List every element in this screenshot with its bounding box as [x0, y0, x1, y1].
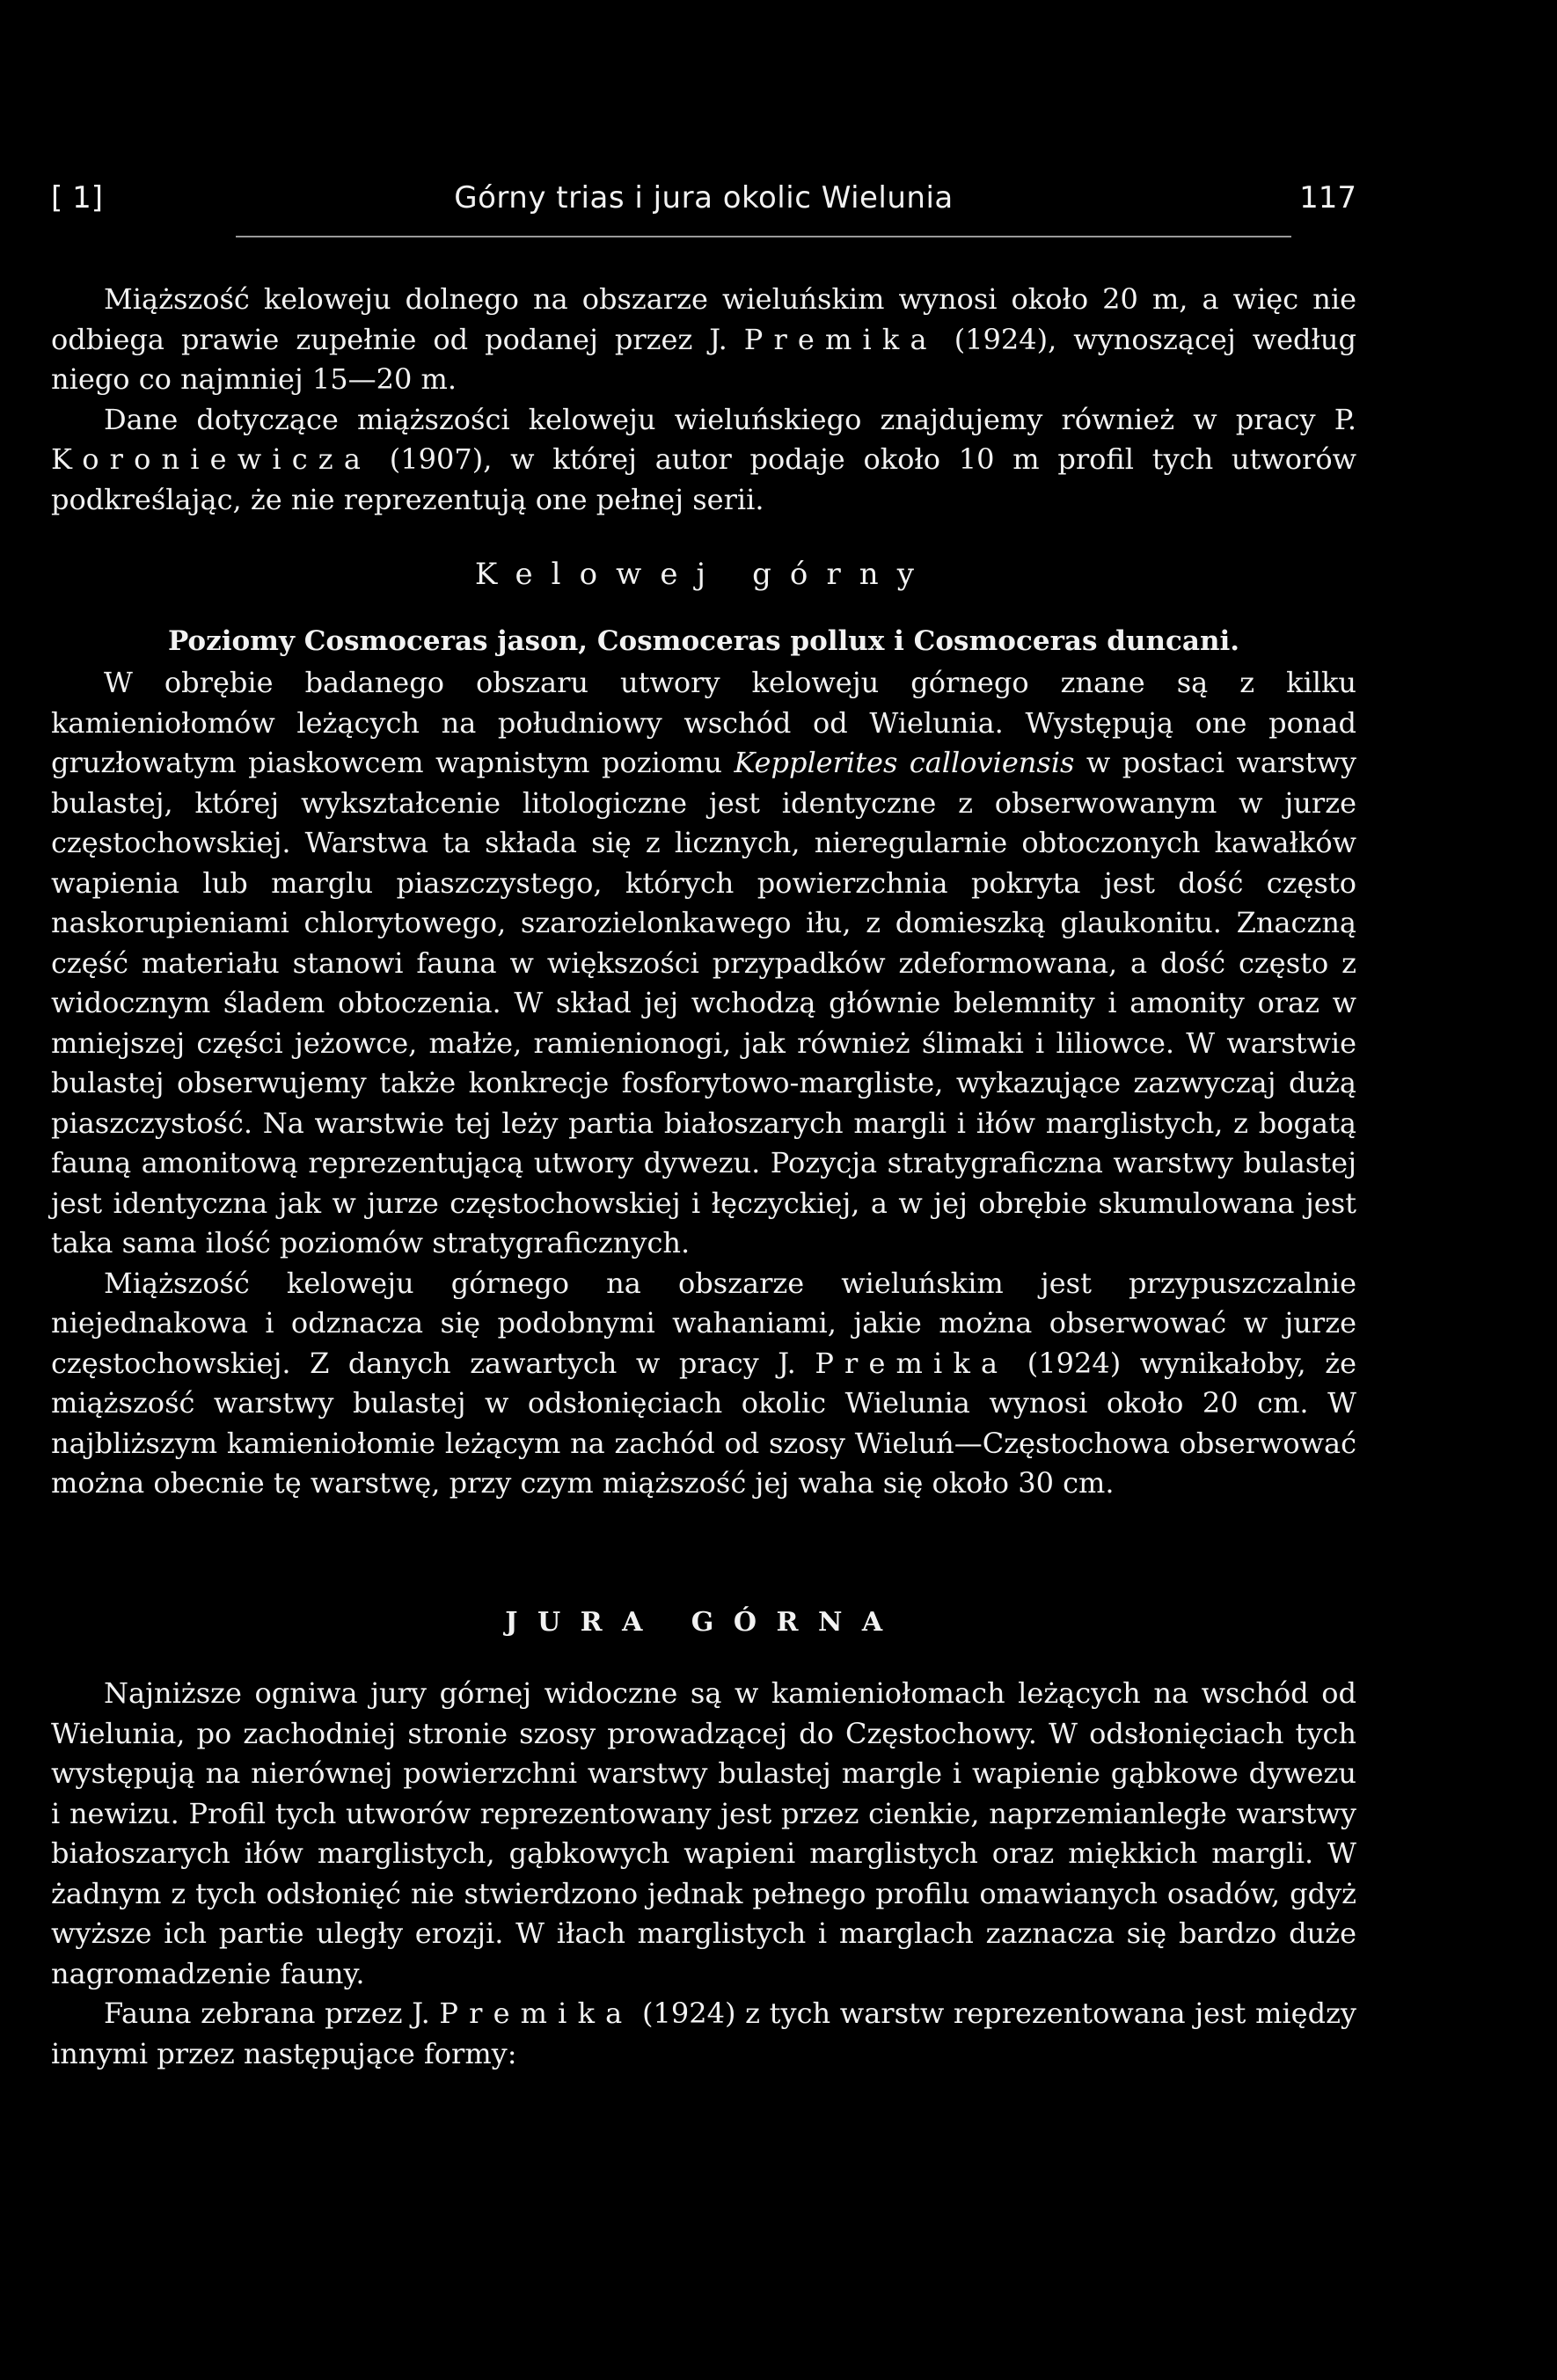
author-name: Koroniewicza: [51, 442, 372, 476]
body-text: [51, 280, 1356, 2074]
section-number: [ 1]: [51, 180, 103, 215]
paragraph-2: Dane dotyczące miąższości keloweju wieluńskiego znajdujemy również w pracy P. Koroniewicza (1907), w której autor podaje około 10 m profil tych utworów podkreślając, że nie reprezentują one pełnej serii.: [51, 402, 1356, 516]
paragraph-3: W obrębie badanego obszaru utwory keloweju górnego znane są z kilku kamieniołomów leżących na południowy wschód od Wielunia. Występują one ponad gruzłowatym piaskowcem wapnistym poziomu Kepplerites calloviensis w postaci warstwy bulastej, której wykształcenie litologiczne jest identyczne z obserwowanym w jurze częstochowskiej. Warstwa ta składa się z licznych, nieregularnie obtoczonych kawałków wapienia lub marglu piaszczystego, których powierzchnia pokryta jest dość często naskorupieniami chlorytowego, szarozielonkawego iłu, z domieszką glaukonitu. Znaczną część materiału stanowi fauna w większości przypadków zdeformowana, a dość często z widocznym śladem obtoczenia. W skład jej wchodzą głównie belemnity i amonity oraz w mniejszej części jeżowce, małże, ramienionogi, jak również ślimaki i liliowce. W warstwie bulastej obserwujemy także konkrecje fosforytowo-margliste, wykazujące zazwyczaj dużą piaszczystość. Na warstwie tej leży partia białoszarych margli i iłów marglistych, z bogatą fauną amonitową reprezentującą utwory dywezu. Pozycja stratygraficzna warstwy bulastej jest identyczna jak w jurze częstochowskiej i łęczyckiej, a w jej obrębie skumulowana jest taka sama ilość poziomów stratygraficznych.: [51, 666, 1357, 1259]
paragraph-1: Miąższość keloweju dolnego na obszarze wieluńskim wynosi około 20 m, a więc nie odbiega prawie zupełnie od podanej przez J. Premika (1924), wynoszącej według niego co najmniej 15—20 m.: [51, 282, 1357, 396]
author-name: Premika: [439, 1997, 633, 2030]
author-name: Premika: [815, 1346, 1009, 1380]
paragraph-6: Fauna zebrana przez J. Premika (1924) z tych warstw reprezentowana jest między innymi przez następujące formy:: [51, 1997, 1357, 2070]
running-header: [51, 180, 1356, 233]
section-heading-kelowej-gorny: Kelowej górny: [474, 557, 933, 592]
paragraph-4: Miąższość keloweju górnego na obszarze wieluńskim jest przypuszczalnie niejednakowa i odznacza się podobnymi wahaniami, jakie można obserwować w jurze częstochowskiej. Z danych zawartych w pracy J. Premika (1924) wynikałoby, że miąższość warstwy bulastej w odsłonięciach okolic Wielunia wynosi około 20 cm. W najbliższym kamieniołomie leżącym na zachód od szosy Wieluń—Częstochowa obserwować można obecnie tę warstwę, przy czym miąższość jej waha się około 30 cm.: [51, 1266, 1356, 1500]
subheading-poziomy: Poziomy Cosmoceras jason, Cosmoceras pollux i Cosmoceras duncani.: [167, 624, 1240, 657]
header-rule: [236, 236, 1291, 237]
page: [51, 0, 1356, 2380]
running-title: Górny trias i jura okolic Wielunia: [454, 180, 954, 215]
section-heading-jura-gorna: JURA GÓRNA: [505, 1606, 903, 1638]
page-number: 117: [1299, 180, 1356, 215]
taxon-name: Kepplerites calloviensis: [734, 746, 1075, 779]
paragraph-5: Najniższe ogniwa jury górnej widoczne są w kamieniołomach leżących na wschód od Wielunia, po zachodniej stronie szosy prowadzącej do Częstochowy. W odsłonięciach tych występują na nierównej powierzchni warstwy bulastej margle i wapienie gąbkowe dywezu i newizu. Profil tych utworów reprezentowany jest przez cienkie, naprzemianległe warstwy białoszarych iłów marglistych, gąbkowych wapieni marglistych oraz miękkich margli. W żadnym z tych odsłonięć nie stwierdzono jednak pełnego profilu omawianych osadów, gdyż wyższe ich partie uległy erozji. W iłach marglistych i marglach zaznacza się bardzo duże nagromadzenie fauny.: [51, 1676, 1356, 1990]
author-name: Premika: [743, 322, 938, 356]
